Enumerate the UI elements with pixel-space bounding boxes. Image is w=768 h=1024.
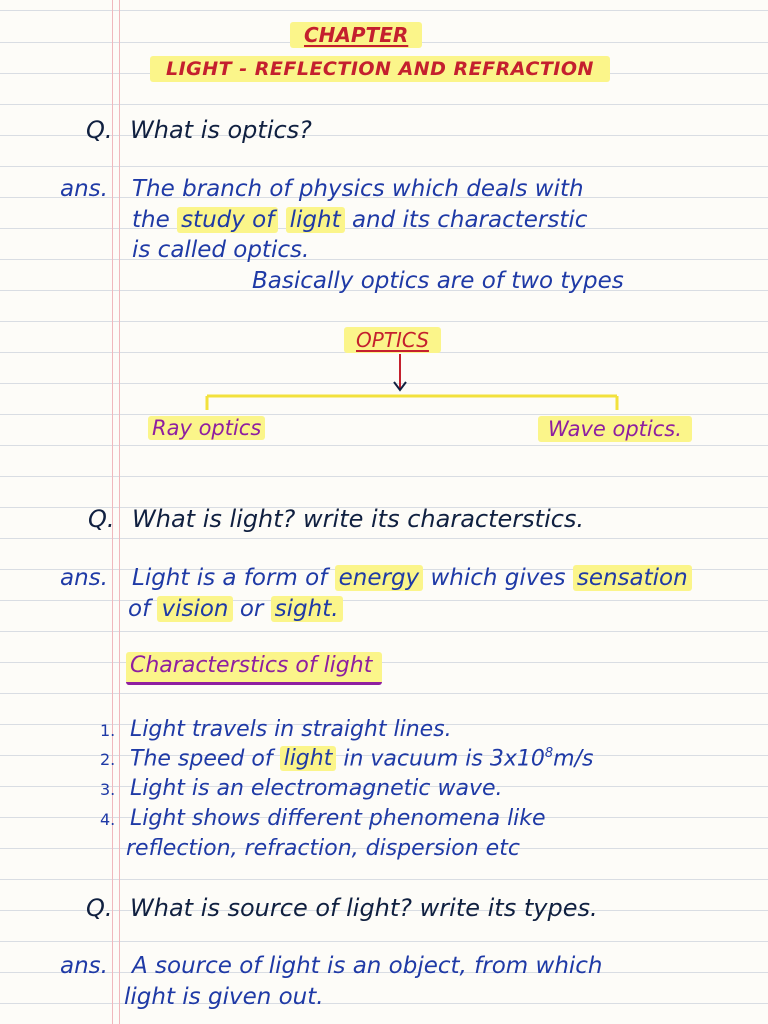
characteristic-item-2: 2. The speed of light in vacuum is $3x10^8m/s$ (100, 746, 594, 772)
diagram-root-optics: OPTICS (344, 327, 441, 353)
characteristic-item-3: 3. Light is an electromagnetic wave. (100, 776, 503, 801)
chapter-label: CHAPTER (290, 22, 422, 48)
answer-1-line-3: is called optics. (132, 237, 310, 263)
answer-1-line-2: the study of light and its characterstic (132, 207, 588, 233)
highlight-light: light (286, 207, 345, 233)
highlight-sight: sight. (271, 596, 343, 622)
highlight-vision: vision (157, 596, 232, 622)
answer-1-line-4: Basically optics are of two types (252, 268, 624, 294)
diagram-ray-optics: Ray optics (148, 416, 265, 440)
answer-2-line-1: ans. Light is a form of energy which gives sensation (60, 565, 692, 591)
question-2: Q. What is light? write its characterstics. (88, 505, 585, 533)
highlight-sensation: sensation (573, 565, 692, 591)
answer-1-line-1: ans. The branch of physics which deals with (60, 176, 584, 202)
highlight-study-of: study of (177, 207, 278, 233)
characteristics-heading: Characterstics of light (126, 652, 382, 685)
answer-3-line-1: ans. A source of light is an object, from which (60, 953, 603, 979)
question-3: Q. What is source of light? write its types. (86, 894, 598, 922)
answer-2-line-2: of vision or sight. (128, 596, 343, 622)
answer-3-line-2: light is given out. (124, 984, 324, 1010)
diagram-wave-optics: Wave optics. (538, 416, 692, 442)
question-1: Q. What is optics? (86, 116, 312, 144)
characteristic-item-1: 1. Light travels in straight lines. (100, 717, 452, 742)
characteristic-item-4: 4. Light shows different phenomena like (100, 806, 546, 831)
highlight-energy: energy (335, 565, 424, 591)
chapter-title: LIGHT - REFLECTION AND REFRACTION (150, 56, 610, 82)
highlight-light-2: light (280, 746, 337, 771)
characteristic-item-4-cont: reflection, refraction, dispersion etc (126, 836, 520, 861)
